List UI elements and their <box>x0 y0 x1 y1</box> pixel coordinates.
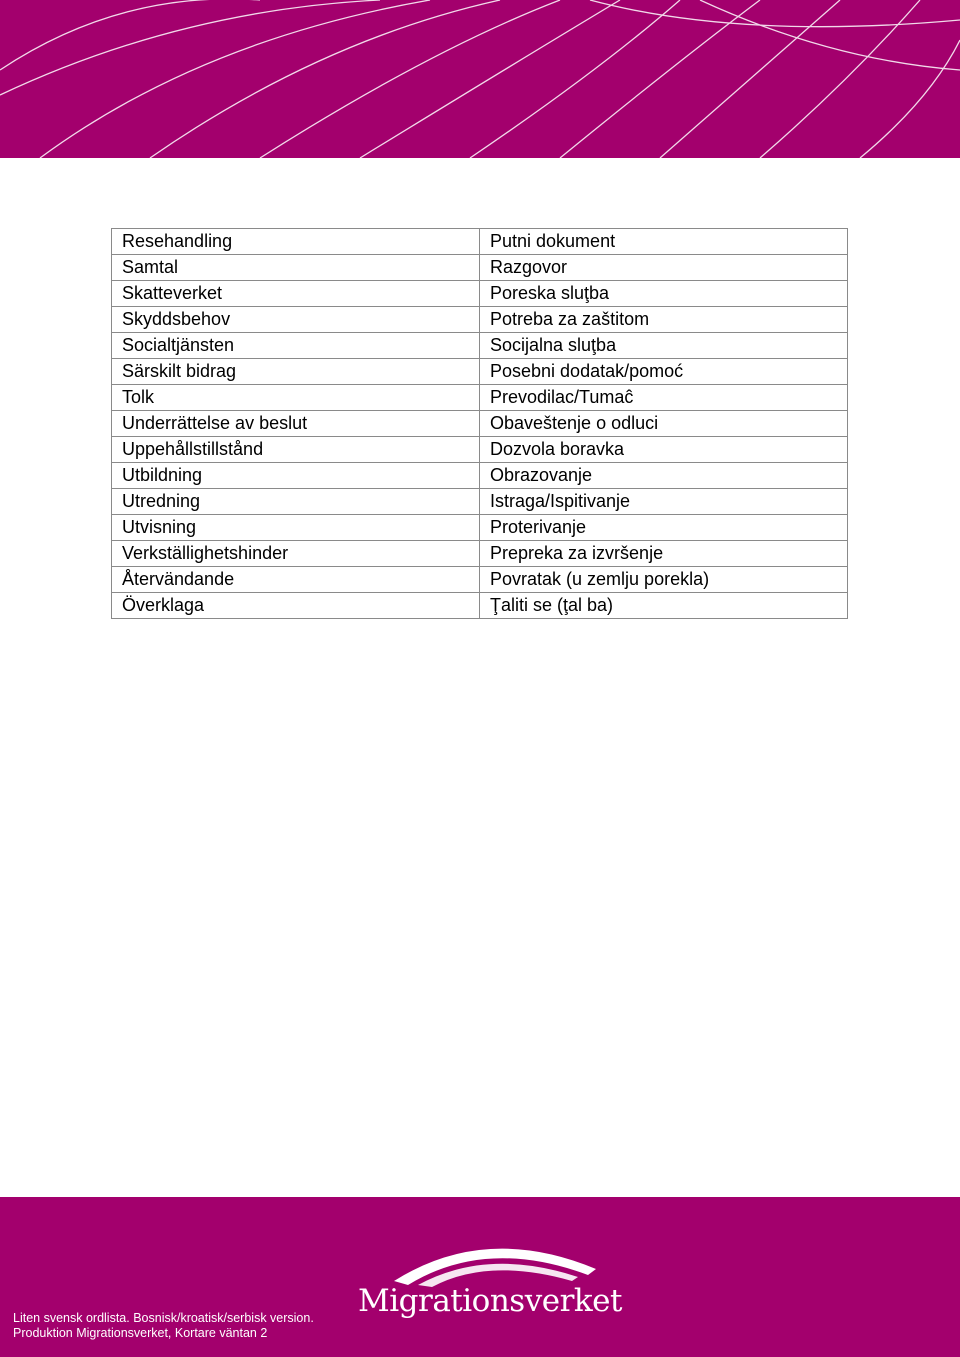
bosnian-term: Prepreka za izvršenje <box>480 541 848 567</box>
bosnian-term: Socijalna sluţba <box>480 333 848 359</box>
table-row <box>112 333 848 359</box>
table-row <box>112 437 848 463</box>
bosnian-term: Posebni dodatak/pomoć <box>480 359 848 385</box>
bosnian-term: Prevodilac/Tumaĉ <box>480 385 848 411</box>
migrationsverket-logo <box>356 1229 622 1329</box>
table-row <box>112 385 848 411</box>
bosnian-term: Potreba za zaštitom <box>480 307 848 333</box>
bosnian-term: Obrazovanje <box>480 463 848 489</box>
table-row <box>112 281 848 307</box>
swedish-term: Tolk <box>112 385 480 411</box>
table-row <box>112 593 848 619</box>
table-row <box>112 541 848 567</box>
swedish-term: Skyddsbehov <box>112 307 480 333</box>
table-row <box>112 255 848 281</box>
swedish-term: Resehandling <box>112 229 480 255</box>
table-row <box>112 567 848 593</box>
table-row <box>112 307 848 333</box>
glossary-table <box>111 228 848 619</box>
logo-wordmark: Migrationsverket <box>358 1283 622 1319</box>
header-band <box>0 0 960 158</box>
swedish-term: Samtal <box>112 255 480 281</box>
swedish-term: Skatteverket <box>112 281 480 307</box>
bosnian-term: Obaveštenje o odluci <box>480 411 848 437</box>
swedish-term: Utbildning <box>112 463 480 489</box>
table-row <box>112 229 848 255</box>
swedish-term: Underrättelse av beslut <box>112 411 480 437</box>
bosnian-term: Istraga/Ispitivanje <box>480 489 848 515</box>
table-row <box>112 359 848 385</box>
table-row <box>112 489 848 515</box>
swedish-term: Verkställighetshinder <box>112 541 480 567</box>
footer-caption <box>13 1311 314 1341</box>
bosnian-term: Povratak (u zemlju porekla) <box>480 567 848 593</box>
bosnian-term: Razgovor <box>480 255 848 281</box>
bosnian-term: Putni dokument <box>480 229 848 255</box>
curved-lines-decoration <box>0 0 960 158</box>
footer-line-1: Liten svensk ordlista. Bosnisk/kroatisk/serbisk version. <box>13 1311 314 1325</box>
footer-band <box>0 1197 960 1357</box>
table-row <box>112 411 848 437</box>
swedish-term: Uppehållstillstånd <box>112 437 480 463</box>
logo-arc-icon <box>356 1229 616 1289</box>
swedish-term: Socialtjänsten <box>112 333 480 359</box>
table-row <box>112 463 848 489</box>
swedish-term: Överklaga <box>112 593 480 619</box>
swedish-term: Utredning <box>112 489 480 515</box>
swedish-term: Återvändande <box>112 567 480 593</box>
footer-line-2: Produktion Migrationsverket, Kortare väntan 2 <box>13 1326 268 1340</box>
bosnian-term: Proterivanje <box>480 515 848 541</box>
bosnian-term: Ţaliti se (ţal ba) <box>480 593 848 619</box>
swedish-term: Särskilt bidrag <box>112 359 480 385</box>
bosnian-term: Poreska sluţba <box>480 281 848 307</box>
swedish-term: Utvisning <box>112 515 480 541</box>
table-row <box>112 515 848 541</box>
bosnian-term: Dozvola boravka <box>480 437 848 463</box>
glossary-body <box>112 229 848 619</box>
